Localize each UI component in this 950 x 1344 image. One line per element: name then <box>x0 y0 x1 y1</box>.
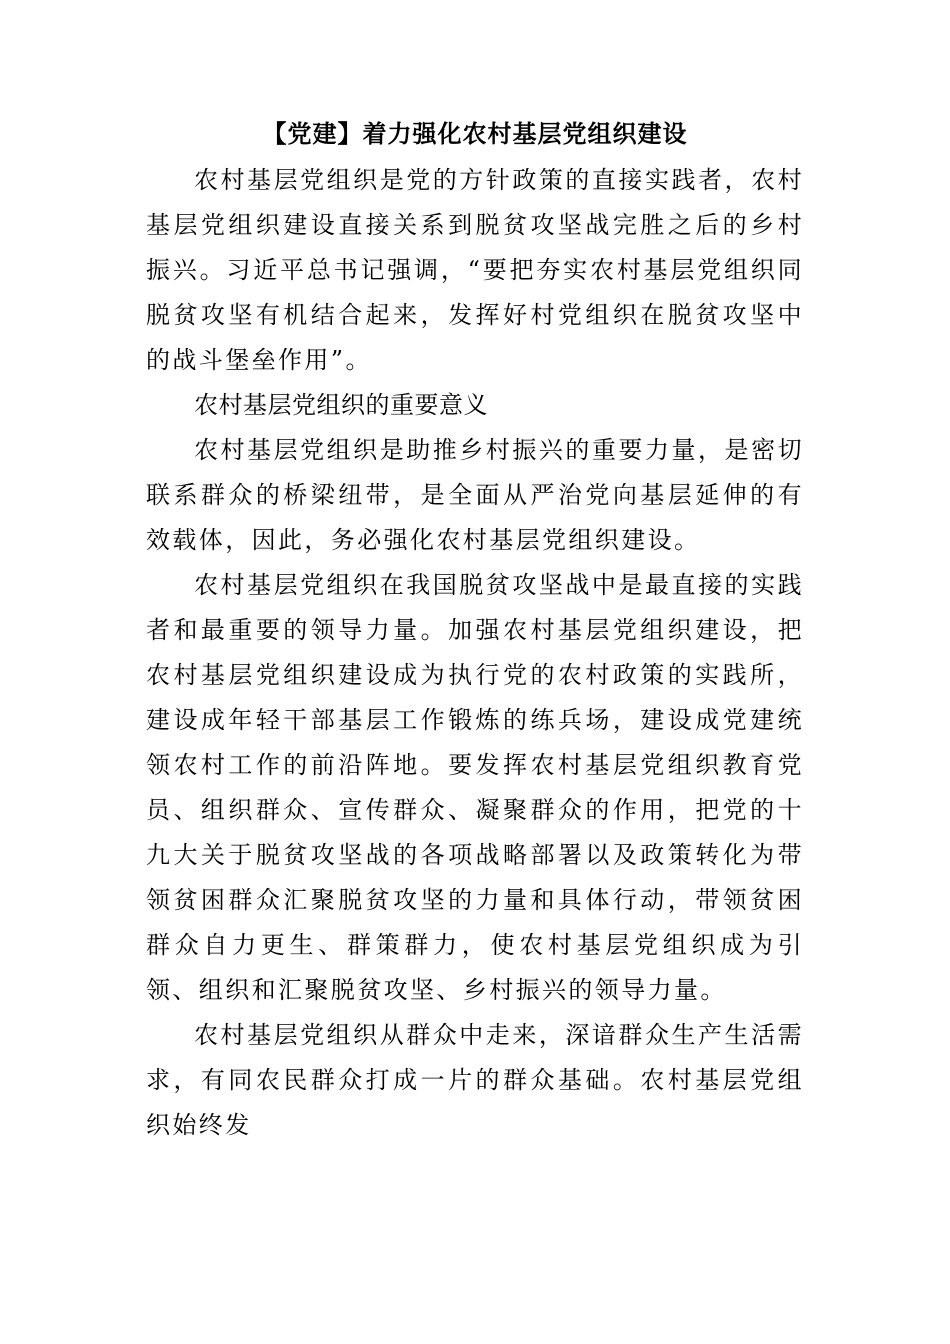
paragraph-leadership: 农村基层党组织在我国脱贫攻坚战中是最直接的实践者和最重要的领导力量。加强农村基层党组织建设，把农村基层党组织建设成为执行党的农村政策的实践所，建设成年轻干部基层工作锻炼的练兵场，建设成党建统领农村工作的前沿阵地。要发挥农村基层党组织教育党员、组织群众、宣传群众、凝聚群众的作用，把党的十九大关于脱贫攻坚战的各项战略部署以及政策转化为带领贫困群众汇聚脱贫攻坚的力量和具体行动，带领贫困群众自力更生、群策群力，使农村基层党组织成为引领、组织和汇聚脱贫攻坚、乡村振兴的领导力量。 <box>146 571 804 1004</box>
paragraph-significance: 农村基层党组织是助推乡村振兴的重要力量，是密切联系群众的桥梁纽带，是全面从严治党向基层延伸的有效载体，因此，务必强化农村基层党组织建设。 <box>146 436 804 554</box>
paragraph-intro: 农村基层党组织是党的方针政策的直接实践者，农村基层党组织建设直接关系到脱贫攻坚战完胜之后的乡村振兴。习近平总书记强调，“要把夯实农村基层党组织同脱贫攻坚有机结合起来，发挥好村党组织在脱贫攻坚中的战斗堡垒作用”。 <box>146 166 804 374</box>
paragraph-masses: 农村基层党组织从群众中走来，深谙群众生产生活需求，有同农民群众打成一片的群众基础。农村基层党组织始终发 <box>146 1021 804 1139</box>
document-body <box>146 158 804 1148</box>
section-heading-significance: 农村基层党组织的重要意义 <box>194 391 488 419</box>
document-title: 【党建】着力强化农村基层党组织建设 <box>262 119 688 148</box>
